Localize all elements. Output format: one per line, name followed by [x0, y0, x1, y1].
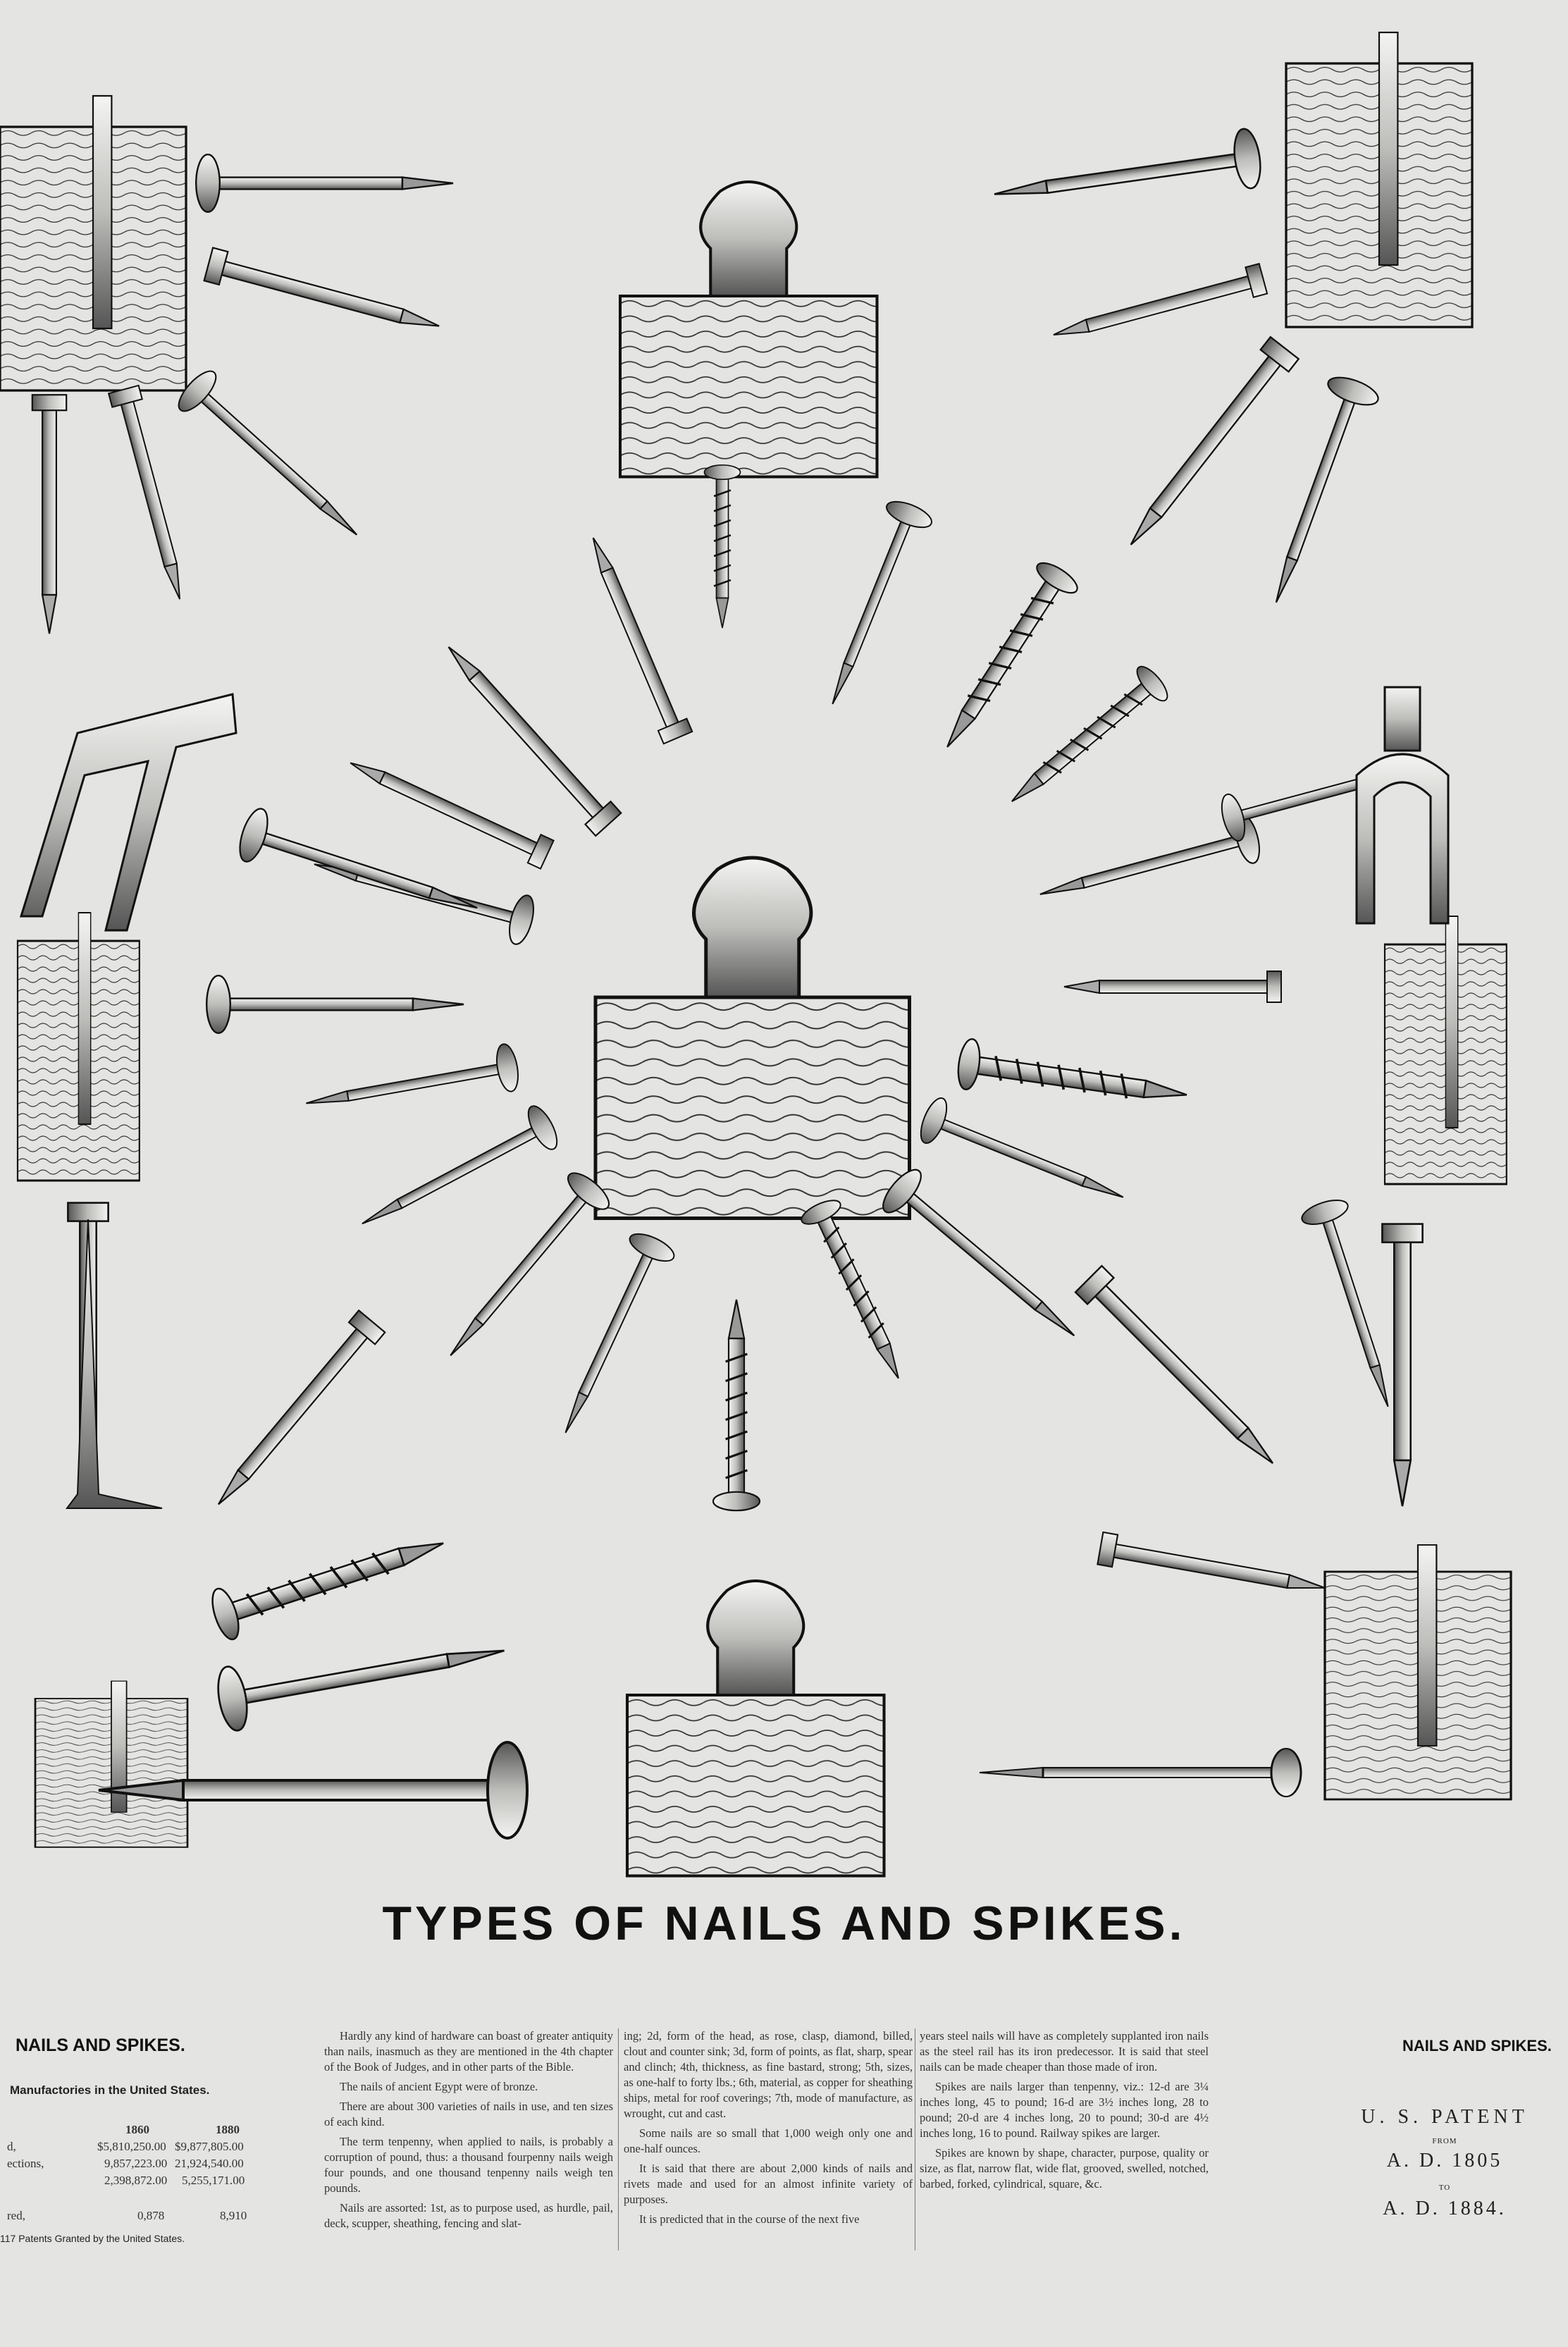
paragraph: It is said that there are about 2,000 kinds of nails and rivets made and used for an almost infinite variety of purposes. — [624, 2162, 913, 2206]
start-year: A. D. 1805 — [1386, 2150, 1503, 2172]
patent-label: U. S. PATENT — [1361, 2106, 1529, 2128]
paragraph: There are about 300 varieties of nails in use, and ten sizes of each kind. — [324, 2100, 613, 2129]
table-row-label: d, — [7, 2140, 16, 2153]
paragraph: Hardly any kind of hardware can boast of greater antiquity than nails, inasmuch as they are mentioned in the 4th chapter of the Book of Judges, and in other parts of the Bible. — [324, 2029, 613, 2074]
paragraph: Nails are assorted: 1st, as to purpose used, as hurdle, pail, deck, scupper, sheathing, fencing and slat- — [324, 2201, 613, 2230]
paragraph: It is predicted that in the course of the next five — [639, 2212, 860, 2226]
paragraph: Spikes are known by shape, character, purpose, quality or size, as flat, narrow flat, wide flat, grooved, swelled, notched, barbed, forked, cylindrical, square, &c. — [920, 2146, 1209, 2191]
table-cell-1880: 21,924,540.00 — [175, 2157, 244, 2170]
paragraph: Spikes are nails larger than tenpenny, viz.: 12-d are 3¼ inches long, 45 to pound; 16-d are 3½ inches long, 28 to pound; 20-d are 4 inches long, 20 to pound; 30-d are 4½ inches long, 16 to pound. Railway spikes are larger. — [920, 2080, 1209, 2140]
year-header-1880: 1880 — [216, 2123, 240, 2136]
to-label: TO — [1438, 2183, 1451, 2192]
table-row-label: red, — [7, 2209, 25, 2222]
table-cell-1860: 2,398,872.00 — [104, 2174, 168, 2187]
table-cell-1880: $9,877,805.00 — [175, 2140, 244, 2153]
paragraph: The nails of ancient Egypt were of bronze. — [340, 2080, 538, 2093]
paragraph: The term tenpenny, when applied to nails, is probably a corruption of pound, thus: a thousand fourpenny nails weigh four pounds, and one thousand tenpenny nails weigh ten pounds. — [324, 2135, 613, 2195]
column-divider — [618, 2028, 619, 2250]
left-panel-heading: NAILS AND SPIKES. — [16, 2035, 185, 2055]
table-cell-1880: 8,910 — [220, 2209, 247, 2222]
poster-title: TYPES OF NAILS AND SPIKES. — [382, 1897, 1186, 1950]
from-label: FROM — [1432, 2137, 1457, 2145]
table-cell-1880: 5,255,171.00 — [182, 2174, 245, 2187]
right-panel-heading: NAILS AND SPIKES. — [1402, 2037, 1552, 2055]
paragraph: years steel nails will have as completely supplanted iron nails as the steel rail has its iron predecessor. It is said that steel nails can be made cheaper than those made of iron. — [920, 2029, 1209, 2074]
table-cell-1860: $5,810,250.00 — [97, 2140, 166, 2153]
paragraph: Some nails are so small that 1,000 weigh only one and one-half ounces. — [624, 2126, 913, 2155]
text-column-2 — [624, 2028, 913, 2231]
text-column-1 — [324, 2028, 613, 2236]
text-column-3 — [920, 2028, 1209, 2196]
table-row-label: ections, — [7, 2157, 44, 2170]
end-year: A. D. 1884. — [1383, 2198, 1507, 2219]
left-panel-subheading: Manufactories in the United States. — [10, 2083, 210, 2097]
year-header-1860: 1860 — [125, 2123, 149, 2136]
paragraph: ing; 2d, form of the head, as rose, clasp, diamond, billed, clout and counter sink; 3d, form of points, as flat, sharp, spear and clinch; 4th, thickness, as fine bastard, strong; 5th, sizes, as one-half to forty lbs.; 6th, material, as copper for sheathing ships, metal for roof coverings; 7th, mode of manufacture, as wrought, cut and cast. — [624, 2029, 913, 2120]
table-cell-1860: 9,857,223.00 — [104, 2157, 168, 2170]
patents-footer: 117 Patents Granted by the United States. — [0, 2233, 185, 2244]
table-cell-1860: 0,878 — [137, 2209, 165, 2222]
